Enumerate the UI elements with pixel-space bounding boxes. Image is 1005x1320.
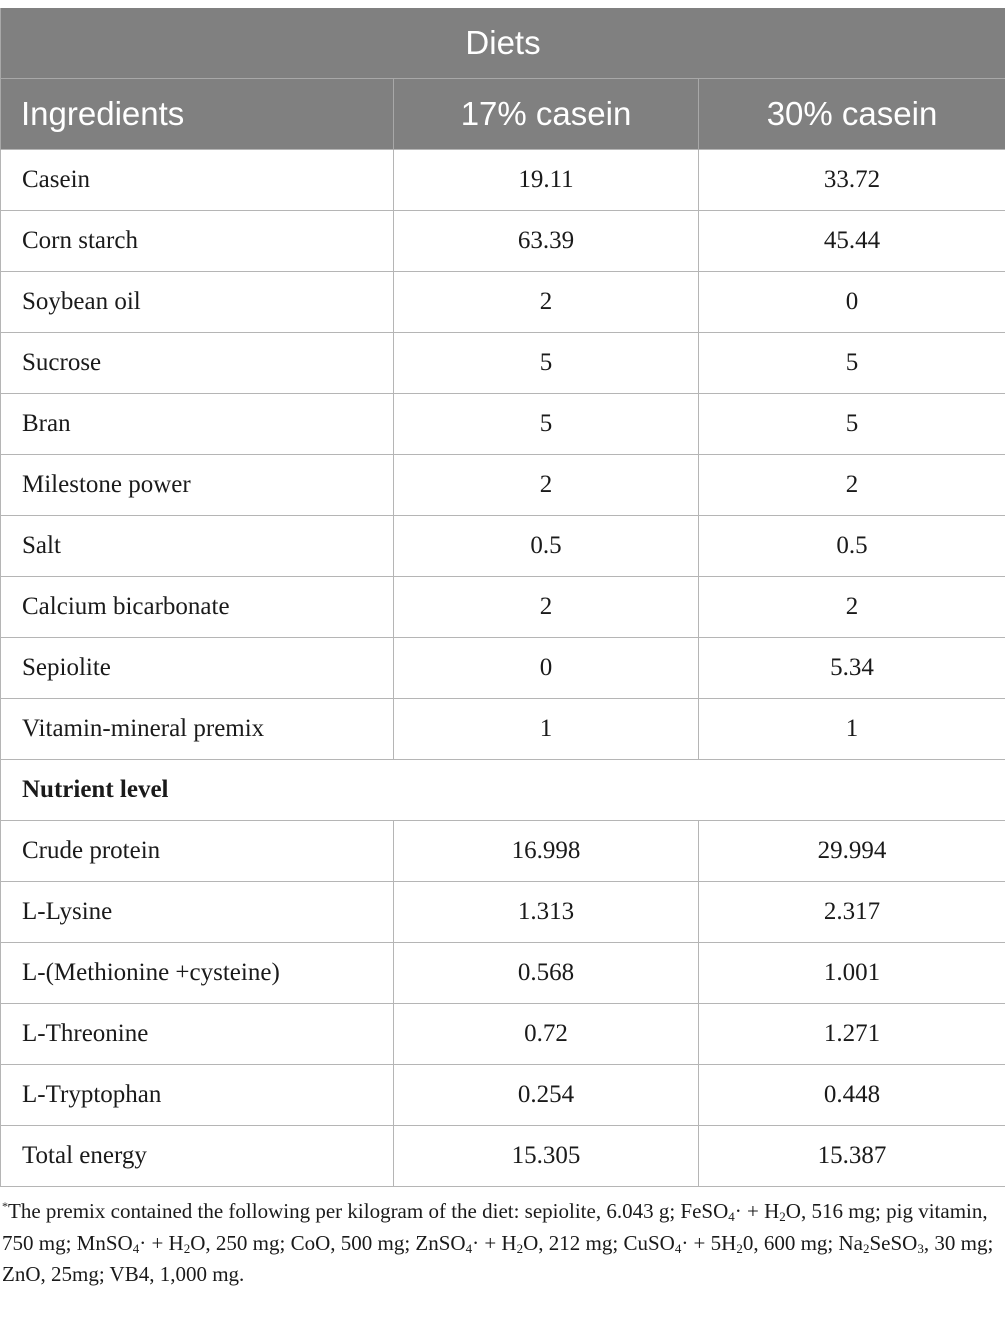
value-17-casein: 5 xyxy=(394,394,699,455)
table-row xyxy=(1,455,1005,516)
value-17-casein: 0.254 xyxy=(394,1065,699,1126)
ingredient-name: Salt xyxy=(1,516,394,577)
table-row xyxy=(1,272,1005,333)
super-header-row xyxy=(1,8,1005,79)
column-header-row xyxy=(1,79,1005,150)
value-17-casein: 0 xyxy=(394,638,699,699)
value-30-casein: 2 xyxy=(699,455,1005,516)
value-30-casein: 2.317 xyxy=(699,882,1005,943)
ingredients-header: Ingredients xyxy=(1,79,394,150)
value-17-casein: 1.313 xyxy=(394,882,699,943)
nutrient-name: L-Threonine xyxy=(1,1004,394,1065)
value-17-casein: 15.305 xyxy=(394,1126,699,1187)
na2seso3-entry: $Na_2SeSO_3$, 30 mg; xyxy=(838,1230,994,1256)
value-17-casein: 63.39 xyxy=(394,211,699,272)
value-30-casein: 0.448 xyxy=(699,1065,1005,1126)
table-row xyxy=(1,882,1005,943)
value-30-casein: 1 xyxy=(699,699,1005,760)
coo-entry: CoO, 500 mg; xyxy=(290,1230,416,1255)
value-30-casein: 2 xyxy=(699,577,1005,638)
table-row xyxy=(1,394,1005,455)
ingredient-name: Soybean oil xyxy=(1,272,394,333)
nutrient-name: L-Lysine xyxy=(1,882,394,943)
nutrient-name: L-Tryptophan xyxy=(1,1065,394,1126)
pig-vitamin-entry: pig vitamin, 750 mg; xyxy=(2,1199,988,1255)
value-17-casein: 0.5 xyxy=(394,516,699,577)
mnso4-entry: MnSO$_4$· + $H_2O$, 250 mg; xyxy=(76,1230,291,1256)
value-30-casein: 45.44 xyxy=(699,211,1005,272)
ingredient-name: Vitamin-mineral premix xyxy=(1,699,394,760)
value-17-casein: 2 xyxy=(394,272,699,333)
table-row xyxy=(1,699,1005,760)
table-row xyxy=(1,577,1005,638)
value-17-casein: 0.72 xyxy=(394,1004,699,1065)
feso4-entry: FeSO$_4$· + $H_2O$, 516 mg; xyxy=(680,1199,887,1224)
nutrient-level-label: Nutrient level xyxy=(1,760,1005,821)
table-row xyxy=(1,1126,1005,1187)
value-30-casein: 5 xyxy=(699,394,1005,455)
table-row xyxy=(1,1004,1005,1065)
table-footnote xyxy=(2,1196,1002,1291)
table-row xyxy=(1,638,1005,699)
diets-header: Diets xyxy=(1,8,1005,79)
ingredient-name: Milestone power xyxy=(1,455,394,516)
znso4-entry: ZnSO$_4$· + $H_2O$, 212 mg; xyxy=(415,1230,624,1256)
footnote-intro: The premix contained the following per kilogram of the diet: sepiolite, 6.043 g; xyxy=(8,1199,681,1223)
ingredient-name: Bran xyxy=(1,394,394,455)
value-17-casein: 2 xyxy=(394,577,699,638)
value-30-casein: 33.72 xyxy=(699,150,1005,211)
ingredient-name: Sepiolite xyxy=(1,638,394,699)
table-row xyxy=(1,943,1005,1004)
table-row xyxy=(1,1065,1005,1126)
nutrient-name: L-(Methionine +cysteine) xyxy=(1,943,394,1004)
table-row xyxy=(1,211,1005,272)
table-wrapper xyxy=(0,8,1005,1187)
value-30-casein: 1.001 xyxy=(699,943,1005,1004)
value-17-casein: 16.998 xyxy=(394,821,699,882)
table-row xyxy=(1,821,1005,882)
nutrient-name: Total energy xyxy=(1,1126,394,1187)
value-30-casein: 0.5 xyxy=(699,516,1005,577)
value-30-casein: 15.387 xyxy=(699,1126,1005,1187)
table-row xyxy=(1,333,1005,394)
section-row xyxy=(1,760,1005,821)
casein-30-header: 30% casein xyxy=(699,79,1005,150)
diet-composition-table xyxy=(0,8,1005,1187)
nutrient-name: Crude protein xyxy=(1,821,394,882)
value-30-casein: 1.271 xyxy=(699,1004,1005,1065)
value-30-casein: 5 xyxy=(699,333,1005,394)
table-row xyxy=(1,150,1005,211)
value-30-casein: 5.34 xyxy=(699,638,1005,699)
ingredient-name: Casein xyxy=(1,150,394,211)
value-17-casein: 2 xyxy=(394,455,699,516)
table-row xyxy=(1,516,1005,577)
value-30-casein: 0 xyxy=(699,272,1005,333)
ingredient-name: Calcium bicarbonate xyxy=(1,577,394,638)
ingredient-name: Corn starch xyxy=(1,211,394,272)
value-17-casein: 0.568 xyxy=(394,943,699,1004)
value-17-casein: 19.11 xyxy=(394,150,699,211)
casein-17-header: 17% casein xyxy=(394,79,699,150)
cuso4-entry: CuSO$_4$· + $5H_20$, 600 mg; xyxy=(623,1230,839,1256)
ingredient-name: Sucrose xyxy=(1,333,394,394)
value-17-casein: 5 xyxy=(394,333,699,394)
value-17-casein: 1 xyxy=(394,699,699,760)
footnote-tail: ZnO, 25mg; VB4, 1,000 mg. xyxy=(2,1262,245,1286)
footnote-marker: * xyxy=(2,1199,8,1213)
value-30-casein: 29.994 xyxy=(699,821,1005,882)
